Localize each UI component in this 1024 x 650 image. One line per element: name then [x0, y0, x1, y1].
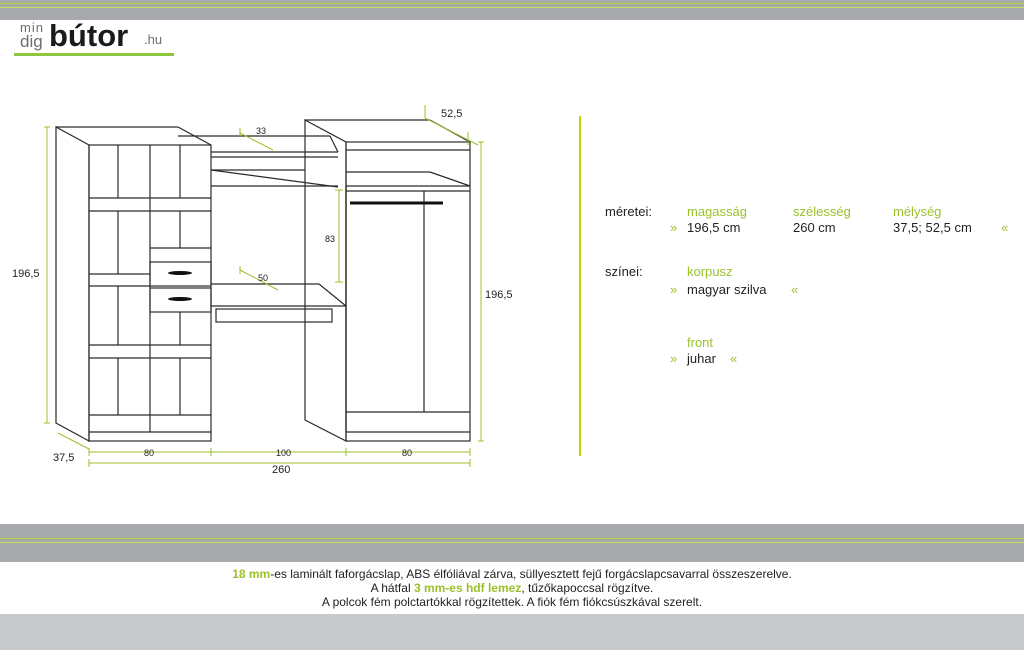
left-unit-side: [56, 127, 89, 441]
dim-left-height: 196,5: [12, 268, 40, 280]
szinei-label: színei:: [605, 264, 643, 279]
furniture-drawing: [0, 60, 560, 480]
footer-line-2: [0, 581, 1024, 595]
szelesseg-label: szélesség: [793, 204, 851, 219]
dim-depth-right: 52,5: [441, 108, 463, 120]
footer-line1-rest: -es laminált faforgácslap, ABS élfóliával zárva, süllyesztett fejű forgácslapcsavarral összeszerelve.: [270, 567, 792, 581]
magassag-value: 196,5 cm: [687, 220, 741, 235]
quote-open-2: »: [670, 282, 678, 297]
quote-close-2: «: [791, 282, 799, 297]
dim-middle-height: 83: [325, 234, 336, 244]
logo-underline: [14, 53, 174, 56]
quote-close-1: «: [1001, 220, 1009, 235]
footer-band: [0, 614, 1024, 650]
dim-middle-width: 100: [276, 448, 292, 458]
front-value: juhar: [687, 351, 716, 366]
right-unit-side: [305, 120, 346, 441]
top-band: [0, 0, 1024, 20]
logo-butor: bútor: [49, 18, 129, 53]
quote-open-3: »: [670, 351, 678, 366]
dim-total-width: 260: [272, 464, 291, 476]
footer-line-1: [0, 567, 1024, 581]
melyseg-value: 37,5; 52,5 cm: [893, 220, 972, 235]
korpusz-label: korpusz: [687, 264, 733, 279]
footer-line-3: A polcok fém polctartókkal rögzítettek. A fiók fém fiókcsúszkával szerelt.: [321, 595, 703, 609]
footer-line2-rest: , tűzőkapoccsal rögzítve.: [521, 581, 654, 595]
footer-text: [0, 567, 1024, 609]
quote-open-1: »: [670, 220, 678, 235]
magassag-label: magasság: [687, 204, 747, 219]
front-label: front: [687, 335, 714, 350]
meretei-label: méretei:: [605, 204, 652, 219]
szelesseg-value: 260 cm: [793, 220, 836, 235]
korpusz-value: magyar szilva: [687, 282, 767, 297]
logo-min: min: [20, 20, 44, 35]
footer-line2-em: 3 mm-es hdf lemez: [413, 581, 522, 595]
dim-right-width: 80: [402, 448, 413, 458]
footer-line2-pre: A hátfal: [370, 581, 414, 595]
melyseg-label: mélység: [893, 204, 942, 219]
dim-right-height: 196,5: [485, 289, 513, 301]
quote-close-3: «: [730, 351, 738, 366]
drawer-lower-handle: [168, 297, 192, 301]
logo-domain: .hu: [144, 32, 163, 47]
dim-left-width: 80: [144, 448, 155, 458]
logo[interactable]: [12, 20, 177, 56]
keyboard-tray: [216, 309, 332, 322]
drawer-upper-handle: [168, 271, 192, 275]
dim-desk-shelf-width: 50: [258, 273, 269, 283]
footer-line1-em: 18 mm: [232, 567, 271, 581]
logo-dig: dig: [20, 32, 43, 51]
dim-shelf-width: 33: [256, 126, 267, 136]
divider-line: [579, 116, 581, 456]
bottom-band: [0, 524, 1024, 562]
dim-depth-left: 37,5: [53, 452, 75, 464]
right-unit-front: [346, 142, 470, 441]
